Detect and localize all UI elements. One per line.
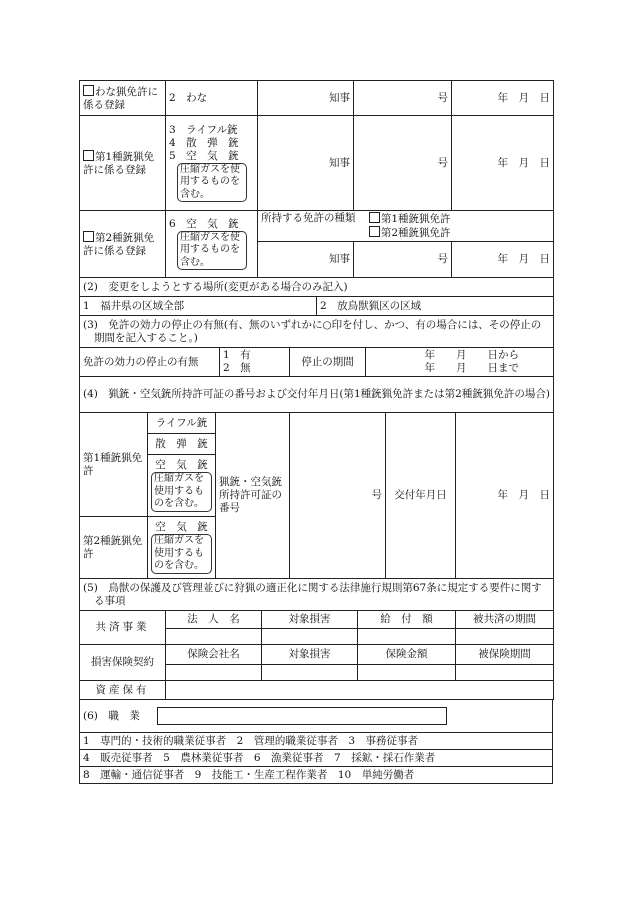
mutual-input[interactable] [166, 629, 262, 645]
place-option-2[interactable]: 2 放鳥獣猟区の区域 [317, 297, 554, 316]
gun2-permit-label: 第2種銃猟免許 [80, 517, 148, 579]
section4-title: (4) 猟銃・空気銃所持許可証の番号および交付年月日(第1種銃猟免許または第2種銃猟免許の場合) [80, 377, 554, 413]
assets-input[interactable] [166, 681, 554, 700]
mutual-input[interactable] [456, 629, 554, 645]
mutual-label: 共済事業 [80, 611, 166, 645]
airgun-label: 空 気 銃 [155, 459, 208, 472]
gun1-type-rifle: 3 ライフル銃 [169, 123, 238, 136]
suspension-no[interactable]: 2 無 [223, 362, 251, 374]
wana-type: 2 わな [166, 81, 258, 116]
insurance-header-period: 被保険期間 [456, 645, 554, 665]
chiji-label: 知事 [258, 81, 354, 116]
license-option-1: 第1種銃猟免許 [380, 213, 451, 225]
permit-go: 号 [290, 413, 386, 579]
gun1-note: 圧縮ガスを使用するものを含む。 [177, 163, 247, 203]
license-option-2: 第2種銃猟免許 [380, 227, 451, 239]
period-from: 年 月 日から [424, 349, 519, 361]
insurance-header-amount: 保険金額 [358, 645, 456, 665]
checkbox[interactable] [83, 150, 94, 161]
gun2-type-airgun: 6 空 気 銃 [169, 217, 239, 230]
airgun2-cell [148, 517, 216, 579]
chiji-label: 知事 [258, 116, 354, 211]
gun2-note: 圧縮ガスを使用するものを含む。 [177, 231, 247, 271]
mutual-input[interactable] [262, 629, 358, 645]
permit-table [79, 376, 554, 579]
gun1-label: 第1種銃猟免許に係る登録 [83, 150, 155, 176]
checkbox[interactable] [83, 231, 94, 242]
insurance-input[interactable] [262, 665, 358, 681]
mutual-header-corp: 法 人 名 [166, 611, 262, 629]
suspension-yes[interactable]: 1 有 [223, 349, 251, 361]
registration-table [79, 80, 554, 278]
date-label: 年 月 日 [452, 242, 554, 278]
shotgun-label: 散 弾 銃 [148, 434, 216, 455]
section2-title: (2) 変更をしようとする場所(変更がある場合のみ記入) [80, 278, 554, 297]
section3-title: (3) 免許の効力の停止の有無(有、無のいずれかに○印を付し、かつ、有の場合には、その停止の期間を記入すること。) [80, 316, 554, 348]
airgun-cell [148, 455, 216, 517]
suspension-options[interactable] [220, 348, 290, 377]
issue-label: 交付年月日 [386, 413, 456, 579]
period-label: 停止の期間 [290, 348, 366, 377]
period-to: 年 月 日まで [424, 362, 519, 374]
occupation-input[interactable] [157, 707, 447, 725]
checkbox[interactable] [369, 226, 380, 237]
go-label: 号 [354, 242, 452, 278]
occupation-list-2: 4 販売従事者 5 農林業従事者 6 漁業従事者 7 採鉱・採石作業者 [80, 750, 553, 767]
insurance-header-company: 保険会社名 [166, 645, 262, 665]
assets-label: 資産保有 [80, 681, 166, 700]
airgun-note: 圧縮ガスを使用するものを含む。 [151, 472, 212, 512]
airgun2-note: 圧縮ガスを使用するものを含む。 [151, 534, 212, 574]
gun1-label-cell[interactable] [80, 116, 166, 211]
occupation-list-1: 1 専門的・技術的職業従事者 2 管理的職業従事者 3 事務従事者 [80, 733, 553, 750]
rifle-label: ライフル銃 [148, 413, 216, 434]
gun1-types-cell [166, 116, 258, 211]
mutual-input[interactable] [358, 629, 456, 645]
date-label: 年 月 日 [452, 116, 554, 211]
suspension-label: 免許の効力の停止の有無 [80, 348, 220, 377]
gun1-type-shotgun: 4 散 弾 銃 [169, 136, 239, 149]
requirements-table [79, 578, 554, 700]
insurance-header-damage: 対象損害 [262, 645, 358, 665]
gun1-type-airgun: 5 空 気 銃 [169, 149, 239, 162]
gun2-label: 第2種銃猟免許に係る登録 [83, 231, 155, 257]
section5-title: (5) 鳥獣の保護及び管理並びに狩猟の適正化に関する法律施行規則第67条に規定する要件に関する事項 [80, 579, 554, 611]
gun2-types-cell [166, 211, 258, 278]
insurance-input[interactable] [358, 665, 456, 681]
date-label: 年 月 日 [452, 81, 554, 116]
place-table [79, 277, 554, 316]
mutual-header-damage: 対象損害 [262, 611, 358, 629]
suspension-table [79, 315, 554, 377]
occupation-list-3: 8 運輸・通信従事者 9 技能工・生産工程作業者 10 単純労働者 [80, 767, 553, 784]
airgun2-label: 空 気 銃 [155, 521, 208, 534]
occupation-title: (6) 職 業 [83, 710, 140, 722]
period-cell [366, 348, 554, 377]
license-type-label: 所持する免許の種類 [261, 212, 356, 224]
gun2-label-cell[interactable] [80, 211, 166, 278]
chiji-label: 知事 [258, 242, 354, 278]
mutual-header-amount: 給 付 額 [358, 611, 456, 629]
wana-label: わな猟免許に係る登録 [83, 85, 158, 111]
checkbox[interactable] [83, 85, 94, 96]
insurance-input[interactable] [166, 665, 262, 681]
issue-date: 年 月 日 [456, 413, 554, 579]
go-label: 号 [354, 116, 452, 211]
occupation-cell [80, 700, 553, 733]
insurance-label: 損害保険契約 [80, 645, 166, 681]
place-option-1[interactable]: 1 福井県の区域全部 [80, 297, 317, 316]
wana-label-cell[interactable] [80, 81, 166, 116]
license-type-cell [258, 211, 554, 242]
go-label: 号 [354, 81, 452, 116]
mutual-header-period: 被共済の期間 [456, 611, 554, 629]
hunting-registration-form [79, 80, 553, 784]
checkbox[interactable] [369, 212, 380, 223]
occupation-table [79, 699, 553, 784]
permit-number-label: 猟銃・空気銃所持許可証の番号 [216, 413, 290, 579]
gun1-permit-label: 第1種銃猟免許 [80, 413, 148, 517]
insurance-input[interactable] [456, 665, 554, 681]
